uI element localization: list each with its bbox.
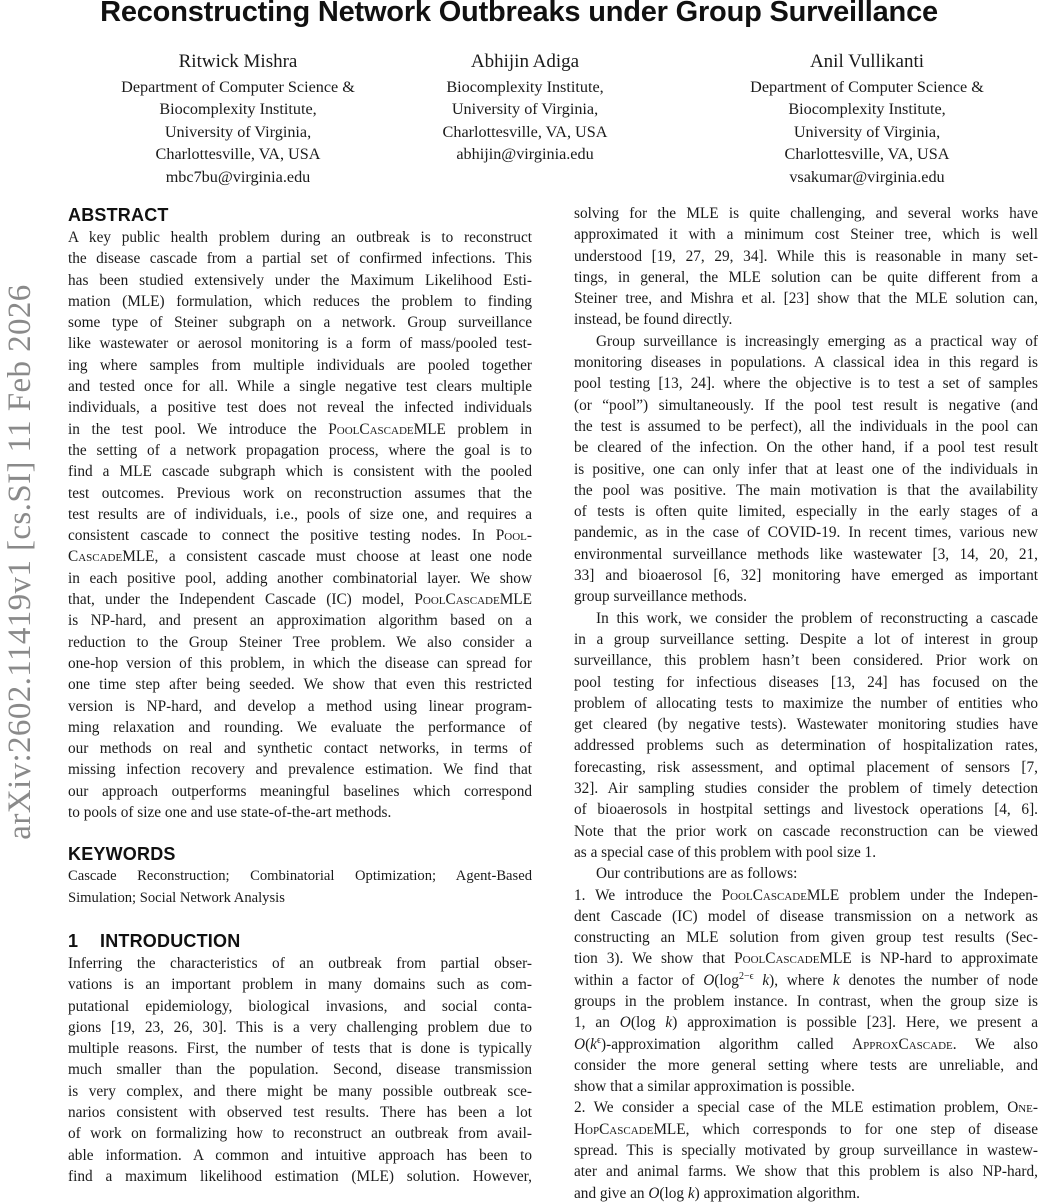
author-affiliation: University of Virginia, — [164, 122, 312, 141]
text-line: that, under the Independent Cascade (IC) model, PoolCascadeMLE — [68, 591, 532, 609]
author-email: mbc7bu@virginia.edu — [165, 167, 311, 186]
text-line: within a factor of $O(\log^{2-\epsilon}$ k), where k denotes the number of node — [574, 970, 1038, 989]
text-line: of tests is often quite limited, especially in the early stages of a — [574, 503, 1038, 521]
text-line: Cascade Reconstruction; Combinatorial Optimization; Agent-Based — [68, 868, 532, 885]
text-line: HopCascadeMLE, which corresponds to for one step of disease — [574, 1120, 1038, 1138]
text-line: forecasting, risk assessment, and optimal placement of sensors [7, — [574, 758, 1038, 776]
text-line: our methods on real and synthetic contact networks, in terms of — [68, 740, 532, 758]
text-line: find a MLE cascade subgraph which is consistent with the pooled — [68, 463, 532, 481]
text-line: find a maximum likelihood estimation (MLE) solution. However, — [68, 1167, 532, 1185]
text-line: understood [19, 27, 29, 34]. While this is reasonable in many set- — [574, 247, 1038, 265]
text-line: 1. We introduce the PoolCascadeMLE problem under the Indepen- — [574, 886, 1038, 904]
author-email: abhijin@virginia.edu — [456, 145, 594, 164]
text-line: ater and animal farms. We show that this problem is also NP-hard, — [574, 1163, 1038, 1181]
text-line: in the test pool. We introduce the PoolCascadeMLE problem in — [68, 420, 532, 438]
text-line: test outcomes. Previous work on reconstruction assumes that the — [68, 484, 532, 502]
text-line: in each positive pool, adding another combinatorial layer. We show — [68, 569, 532, 587]
text-line: Inferring the characteristics of an outbreak from partial obser- — [68, 954, 532, 972]
text-line: Note that the prior work on cascade reconstruction can be viewed — [574, 822, 1038, 840]
introduction-body-left — [68, 953, 532, 1187]
author-affiliation: University of Virginia, — [793, 122, 941, 141]
left-column — [68, 203, 532, 1187]
author-name: Abhijin Adiga — [470, 51, 580, 72]
section-title: INTRODUCTION — [100, 930, 241, 951]
paper-title: Reconstructing Network Outbreaks under Group Surveillance — [100, 0, 938, 28]
text-line: vations is an important problem in many domains such as com- — [68, 976, 532, 994]
text-line: approximated it with a minimum cost Steiner tree, which is well — [574, 226, 1038, 244]
text-line: like wastewater or aerosol monitoring is a form of mass/pooled test- — [68, 335, 532, 353]
text-line: test results are of individuals, i.e., pools of size one, and requires a — [68, 505, 532, 523]
text-line: CascadeMLE, a consistent cascade must choose at least one node — [68, 548, 532, 566]
text-line: 2. We consider a special case of the MLE estimation problem, One- — [574, 1099, 1038, 1117]
text-line: spread. This is specially motivated by group surveillance in wastew- — [574, 1142, 1038, 1160]
right-column — [574, 203, 1038, 1204]
keywords-body — [68, 866, 532, 909]
author-1 — [88, 47, 388, 188]
text-line: able information. A common and intuitive approach has been to — [68, 1146, 532, 1164]
introduction-body-right — [574, 203, 1038, 1204]
text-line: as a special case of this problem with pool size 1. — [574, 843, 877, 861]
text-line: missing infection recovery and prevalence estimation. We find that — [68, 761, 532, 779]
author-affiliation: Department of Computer Science & — [121, 78, 355, 96]
text-line: of bioaerosols in hostpital settings and livestock operations [4, 6]. — [574, 801, 1038, 819]
text-line: gions [19, 23, 26, 30]. This is a very challenging problem due to — [68, 1018, 532, 1036]
text-line: and tested once for all. While a single negative test clears multiple — [68, 378, 532, 396]
text-line: narios consistent with observed test results. There has been a lot — [68, 1103, 532, 1121]
text-line: consider the more general setting where tests are unreliable, and — [574, 1056, 1038, 1074]
text-line: is NP-hard, and present an approximation algorithm based on a — [68, 612, 532, 630]
text-line: constructing an MLE solution from given group test results (Sec- — [574, 929, 1038, 947]
text-line: solving for the MLE is quite challenging, and several works have — [574, 205, 1038, 222]
introduction-heading — [68, 929, 532, 953]
text-line: addressed problems such as determination of hospitalization rates, — [574, 737, 1038, 755]
text-line: In this work, we consider the problem of reconstructing a cascade — [596, 609, 1038, 627]
author-affiliation: University of Virginia, — [451, 100, 599, 119]
author-2 — [400, 47, 650, 166]
author-email: vsakumar@virginia.edu — [789, 167, 945, 186]
text-line: be cleared of the infection. On the other hand, if a pool test result — [574, 439, 1038, 457]
author-affiliation: Charlottesville, VA, USA — [155, 145, 321, 164]
abstract-heading: ABSTRACT — [68, 205, 169, 225]
author-affiliation: Biocomplexity Institute, — [446, 78, 604, 96]
text-line: Simulation; Social Network Analysis — [68, 889, 285, 906]
text-line: and give an O(log k) approximation algorithm. — [574, 1184, 860, 1202]
text-line: tion 3). We show that PoolCascadeMLE is NP-hard to approximate — [574, 950, 1038, 968]
text-line: surveillance, this problem hasn’t been considered. Prior work on — [574, 652, 1038, 670]
text-line: of work on formalizing how to reconstruct an outbreak from avail- — [68, 1125, 532, 1143]
text-line: has been studied extensively under the Maximum Likelihood Esti- — [68, 271, 532, 289]
text-line: is positive, one can only infer that at least one of the individuals in — [574, 460, 1038, 478]
text-line: problem of allocating tests to maximize the number of entities who — [574, 694, 1038, 712]
text-line: one-hop version of this problem, in which the disease can spread for — [68, 654, 532, 672]
text-line: 33] and bioaerosol [6, 32] monitoring have emerged as important — [574, 567, 1038, 585]
text-line: the test is assumed to be perfect), all the individuals in the pool can — [574, 417, 1038, 435]
text-line: get cleared (by negative tests). Wastewater monitoring studies have — [574, 716, 1038, 734]
text-line: much smaller than the population. Second, disease transmission — [68, 1061, 532, 1079]
text-line: the disease cascade from a partial set of confirmed infections. This — [68, 250, 532, 268]
text-line: putational epidemiology, biological invasions, and social conta- — [68, 997, 532, 1015]
abstract-body — [68, 227, 532, 823]
text-line: mation (MLE) formulation, which reduces the problem to finding — [68, 292, 532, 310]
author-affiliation: Charlottesville, VA, USA — [784, 145, 950, 164]
text-line: (or “pool”) simultaneously. If the pool test result is negative (and — [574, 396, 1038, 414]
text-line: pool testing for infectious diseases [13, 24] has focused on the — [574, 673, 1038, 691]
text-line: the pool was positive. The main motivation is that the availability — [574, 481, 1038, 499]
author-3 — [717, 47, 1017, 188]
text-line: some type of Steiner subgraph on a network. Group surveillance — [68, 314, 532, 332]
text-line: A key public health problem during an outbreak is to reconstruct — [68, 229, 532, 246]
author-affiliation: Biocomplexity Institute, — [788, 100, 946, 119]
text-line: to pools of size one and use state-of-the-art methods. — [68, 804, 392, 822]
text-line: is very complex, and there might be many possible outbreak sce- — [68, 1082, 532, 1100]
text-line: ming relaxation and rounding. We evaluate the performance of — [68, 718, 532, 736]
text-line: show that a similar approximation is possible. — [574, 1078, 855, 1096]
text-line: Our contributions are as follows: — [596, 865, 798, 883]
author-name: Ritwick Mishra — [178, 51, 298, 72]
text-line: 32]. Air sampling studies consider the problem of timely detection — [574, 780, 1038, 798]
keywords-heading: KEYWORDS — [68, 844, 176, 865]
arxiv-stamp: arXiv:2602.11419v1 [cs.SI] 11 Feb 2026 — [2, 284, 38, 840]
text-line: Group surveillance is increasingly emerging as a practical way of — [596, 332, 1038, 350]
text-line: individuals, a positive test does not reveal the infected individuals — [68, 399, 532, 417]
text-line: pool testing [13, 24]. where the objective is to test a set of samples — [574, 375, 1038, 393]
author-name: Anil Vullikanti — [809, 51, 925, 72]
section-number: 1 — [68, 930, 79, 951]
text-line: reduction to the Group Steiner Tree problem. We also consider a — [68, 633, 532, 651]
text-line: multiple reasons. First, the number of tests that is done is typically — [68, 1040, 532, 1058]
text-line: in a group surveillance setting. Despite a lot of interest in group — [574, 630, 1038, 648]
text-line: one time step after being seeded. We show that even this restricted — [68, 676, 532, 694]
text-line: version is NP-hard, and develop a method using linear program- — [68, 697, 532, 715]
text-line: dent Cascade (IC) model of disease transmission on a network as — [574, 907, 1038, 925]
text-line: group surveillance methods. — [574, 588, 747, 606]
text-line: consistent cascade to connect the positive testing nodes. In Pool- — [68, 527, 532, 545]
text-line: 1, an O(log k) approximation is possible [23]. Here, we present a — [574, 1014, 1038, 1032]
author-affiliation: Biocomplexity Institute, — [159, 100, 317, 119]
text-line: environmental surveillance methods like wastewater [3, 14, 20, 21, — [574, 545, 1038, 563]
text-line: $O(k^\epsilon)$-approximation algorithm called ApproxCascade. We also — [574, 1034, 1038, 1053]
text-line: instead, be found directly. — [574, 311, 733, 329]
text-line: Steiner tree, and Mishra et al. [23] show that the MLE solution can, — [574, 290, 1038, 308]
author-affiliation: Department of Computer Science & — [750, 78, 984, 96]
author-affiliation: Charlottesville, VA, USA — [442, 122, 608, 141]
text-line: groups in the problem instance. In contrast, when the group size is — [574, 992, 1038, 1010]
text-line: monitoring diseases in populations. A classical idea in this regard is — [574, 354, 1038, 372]
text-line: our approach outperforms meaningful baselines which correspond — [68, 782, 532, 800]
text-line: pandemic, as in the case of COVID-19. In recent times, various new — [574, 524, 1038, 542]
text-line: ing where samples from multiple individuals are pooled together — [68, 356, 532, 374]
text-line: tings, in general, the MLE solution can be quite different from a — [574, 268, 1038, 286]
text-line: the setting of a network propagation process, where the goal is to — [68, 441, 532, 459]
